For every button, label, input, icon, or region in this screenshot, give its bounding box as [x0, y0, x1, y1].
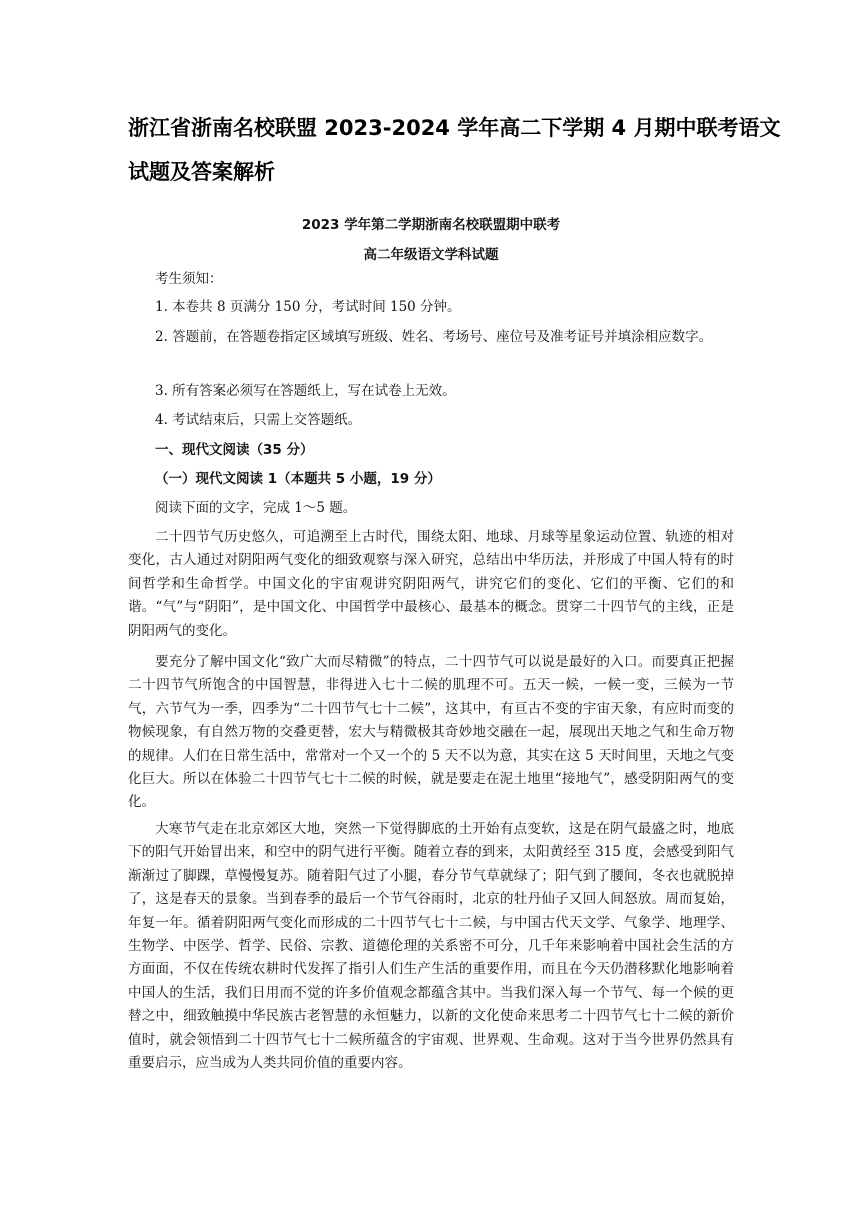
exam-subheader: 高二年级语文学科试题: [363, 247, 499, 263]
notice-item: 2. 答题前，在答题卷指定区域填写班级、姓名、考场号、座位号及准考证号并填涂相应数字。: [155, 329, 713, 345]
passage-paragraph: 大寒节气走在北京郊区大地，突然一下觉得脚底的土开始有点变软，这是在阴气最盛之时，地底下的阳气开始冒出来，和空中的阴气进行平衡。随着立春的到来，太阳黄经至 315 度，会感受到阳气渐渐过了脚踝，草慢慢复苏。随着阳气过了小腿，春分节气草就绿了；阳气到了腰间，冬衣也就脱掉了，这是春天的景象。当到春季的最后一个节气谷雨时，北京的牡丹仙子又回人间怒放。周而复始，年复一年。循着阴阳两气变化而形成的二十四节气七十二候，与中国古代天文学、气象学、地理学、生物学、中医学、哲学、民俗、宗教、道德伦理的关系密不可分，几千年来影响着中国社会生活的方方面面，不仅在传统农耕时代发挥了指引人们生产生活的重要作用，而且在今天仍潜移默化地影响着中国人的生活，我们日用而不觉的许多价值观念都蕴含其中。当我们深入每一个节气、每一个候的更替之中，细致触摸中华民族古老智慧的永恒魅力，以新的文化使命来思考二十四节气七十二候的新价值时，就会领悟到二十四节气七十二候所蕴含的宇宙观、世界观、生命观。这对于当今世界仍然具有重要启示，应当成为人类共同价值的重要内容。: [128, 821, 734, 1072]
notice-item: 3. 所有答案必须写在答题纸上，写在试卷上无效。: [155, 383, 456, 399]
section-heading: 一、现代文阅读（35 分）: [155, 442, 314, 458]
reading-instruction: 阅读下面的文字，完成 1～5 题。: [155, 500, 357, 516]
notice-heading: 考生须知：: [155, 271, 223, 287]
passage-paragraph: 要充分了解中国文化“致广大而尽精微”的特点，二十四节气可以说是最好的入口。而要真正把握二十四节气所饱含的中国智慧，非得进入七十二候的肌理不可。五天一候，一候一变，三候为一节气，六节气为一季，四季为“二十四节气七十二候”，这其中，有亘古不变的宇宙天象，有应时而变的物候现象，有自然万物的交叠更替，宏大与精微极其奇妙地交融在一起，展现出天地之气和生命万物的规律。人们在日常生活中，常常对一个又一个的 5 天不以为意，其实在这 5 天时间里，天地之气变化巨大。所以在体验二十四节气七十二候的时候，就是要走在泥土地里“接地气”，感受阴阳两气的变化。: [128, 654, 734, 811]
notice-item: 4. 考试结束后，只需上交答题纸。: [155, 412, 362, 428]
passage-paragraph: 二十四节气历史悠久，可追溯至上古时代，围绕太阳、地球、月球等星象运动位置、轨迹的相对变化，古人通过对阴阳两气变化的细致观察与深入研究，总结出中华历法，并形成了中国人特有的时间哲学和生命哲学。中国文化的宇宙观讲究阴阳两气，讲究它们的变化、它们的平衡、它们的和谐。“气”与“阴阳”，是中国文化、中国哲学中最核心、最基本的概念。贯穿二十四节气的主线，正是阴阳两气的变化。: [128, 529, 734, 639]
exam-header: 2023 学年第二学期浙南名校联盟期中联考: [301, 217, 561, 233]
document-title-line-1: 浙江省浙南名校联盟 2023-2024 学年高二下学期 4 月期中联考语文: [128, 116, 781, 140]
document-title: [128, 106, 781, 194]
notice-item: 1. 本卷共 8 页满分 150 分，考试时间 150 分钟。: [155, 299, 461, 315]
document-title-line-2: 试题及答案解析: [128, 160, 275, 184]
subsection-heading: （一）现代文阅读 1（本题共 5 小题，19 分）: [155, 471, 441, 487]
